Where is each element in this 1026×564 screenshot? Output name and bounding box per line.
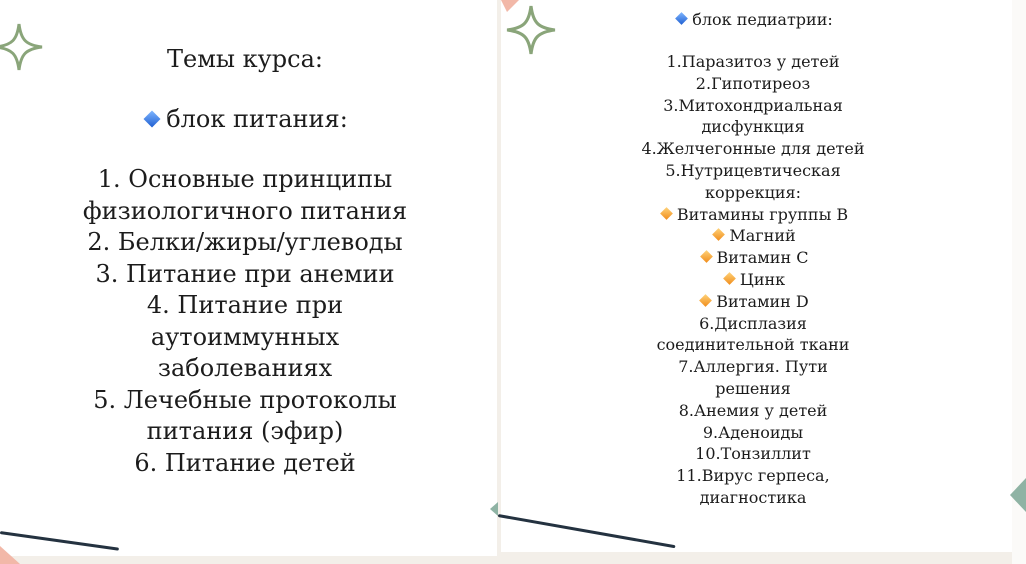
nutrition-block-title <box>25 104 465 134</box>
list-item-label: 6.Дисплазия <box>699 313 807 333</box>
list-item <box>548 443 958 465</box>
list-item-label: 4.Желчегонные для детей <box>641 139 865 159</box>
right-slide-content <box>548 9 958 509</box>
list-item-label: 8.Анемия у детей <box>678 400 828 420</box>
list-item: 1. Основные принципы <box>97 165 393 193</box>
list-item <box>548 138 958 160</box>
list-item-label: диагностика <box>699 487 807 507</box>
corner-shape-icon <box>501 0 519 12</box>
list-item: заболеваниях <box>157 354 333 382</box>
list-item: 5. Лечебные протоколы <box>93 385 397 414</box>
orange-diamond-icon <box>712 229 725 242</box>
list-item <box>548 422 958 444</box>
corner-shape-icon <box>488 502 498 516</box>
pediatrics-block-label: блок педиатрии: <box>692 10 833 29</box>
list-item: физиологичного питания <box>82 196 408 225</box>
list-item-label: 3.Митохондриальная <box>663 95 843 115</box>
nutrition-topics-list <box>25 164 465 479</box>
list-item <box>548 73 958 95</box>
pediatrics-block-title <box>548 9 958 30</box>
list-item-label: Витамины группы В <box>676 204 849 224</box>
list-item-label: решения <box>715 378 791 398</box>
corner-shape-icon <box>0 546 20 564</box>
list-item <box>548 160 958 182</box>
list-item <box>548 204 958 226</box>
list-item: 6. Питание детей <box>134 448 356 477</box>
list-item-label: 1.Паразитоз у детей <box>666 52 840 71</box>
list-item-label: соединительной ткани <box>656 335 850 355</box>
orange-diamond-icon <box>660 207 673 220</box>
list-item-label: дисфункция <box>701 117 805 137</box>
list-item <box>548 487 958 509</box>
list-item: аутоиммунных <box>150 322 340 351</box>
list-item: 2. Белки/жиры/углеводы <box>87 228 403 256</box>
list-item-label: 2.Гипотиреоз <box>695 73 811 93</box>
pediatrics-topics-list <box>548 51 958 509</box>
list-item <box>548 313 958 335</box>
list-item-label: коррекция: <box>704 182 802 202</box>
list-item-label: Витамин С <box>716 248 809 268</box>
list-item <box>548 465 958 487</box>
list-item-label: 7.Аллергия. Пути <box>678 357 828 377</box>
list-item <box>548 400 958 422</box>
list-item <box>548 116 958 138</box>
list-item <box>548 269 958 291</box>
list-item: питания (эфир) <box>146 417 344 445</box>
list-item-label: 10.Тонзиллит <box>695 444 811 464</box>
list-item <box>548 95 958 117</box>
list-item-label: Витамин D <box>716 291 809 311</box>
orange-diamond-icon <box>723 272 736 285</box>
list-item-label: Магний <box>729 226 796 246</box>
list-item <box>548 182 958 204</box>
list-item-label: 9.Аденоиды <box>702 422 804 442</box>
list-item-label: 11.Вирус герпеса, <box>676 466 830 486</box>
orange-diamond-icon <box>700 250 713 263</box>
list-item <box>548 247 958 269</box>
list-item: 4. Питание при <box>146 291 344 319</box>
course-topics-title: Темы курса: <box>167 45 323 73</box>
list-item <box>548 51 958 73</box>
blue-diamond-icon <box>144 110 161 127</box>
corner-shape-icon <box>1006 478 1026 512</box>
list-item <box>548 291 958 313</box>
list-item <box>548 378 958 400</box>
list-item: 3. Питание при анемии <box>95 259 395 288</box>
blue-diamond-icon <box>675 12 688 25</box>
list-item-label: Цинк <box>739 269 786 289</box>
nutrition-block-label: блок питания: <box>166 105 348 133</box>
left-slide-content <box>25 44 465 479</box>
list-item <box>548 356 958 378</box>
list-item <box>548 334 958 356</box>
list-item <box>548 225 958 247</box>
list-item-label: 5.Нутрицевтическая <box>665 160 841 180</box>
orange-diamond-icon <box>699 294 712 307</box>
